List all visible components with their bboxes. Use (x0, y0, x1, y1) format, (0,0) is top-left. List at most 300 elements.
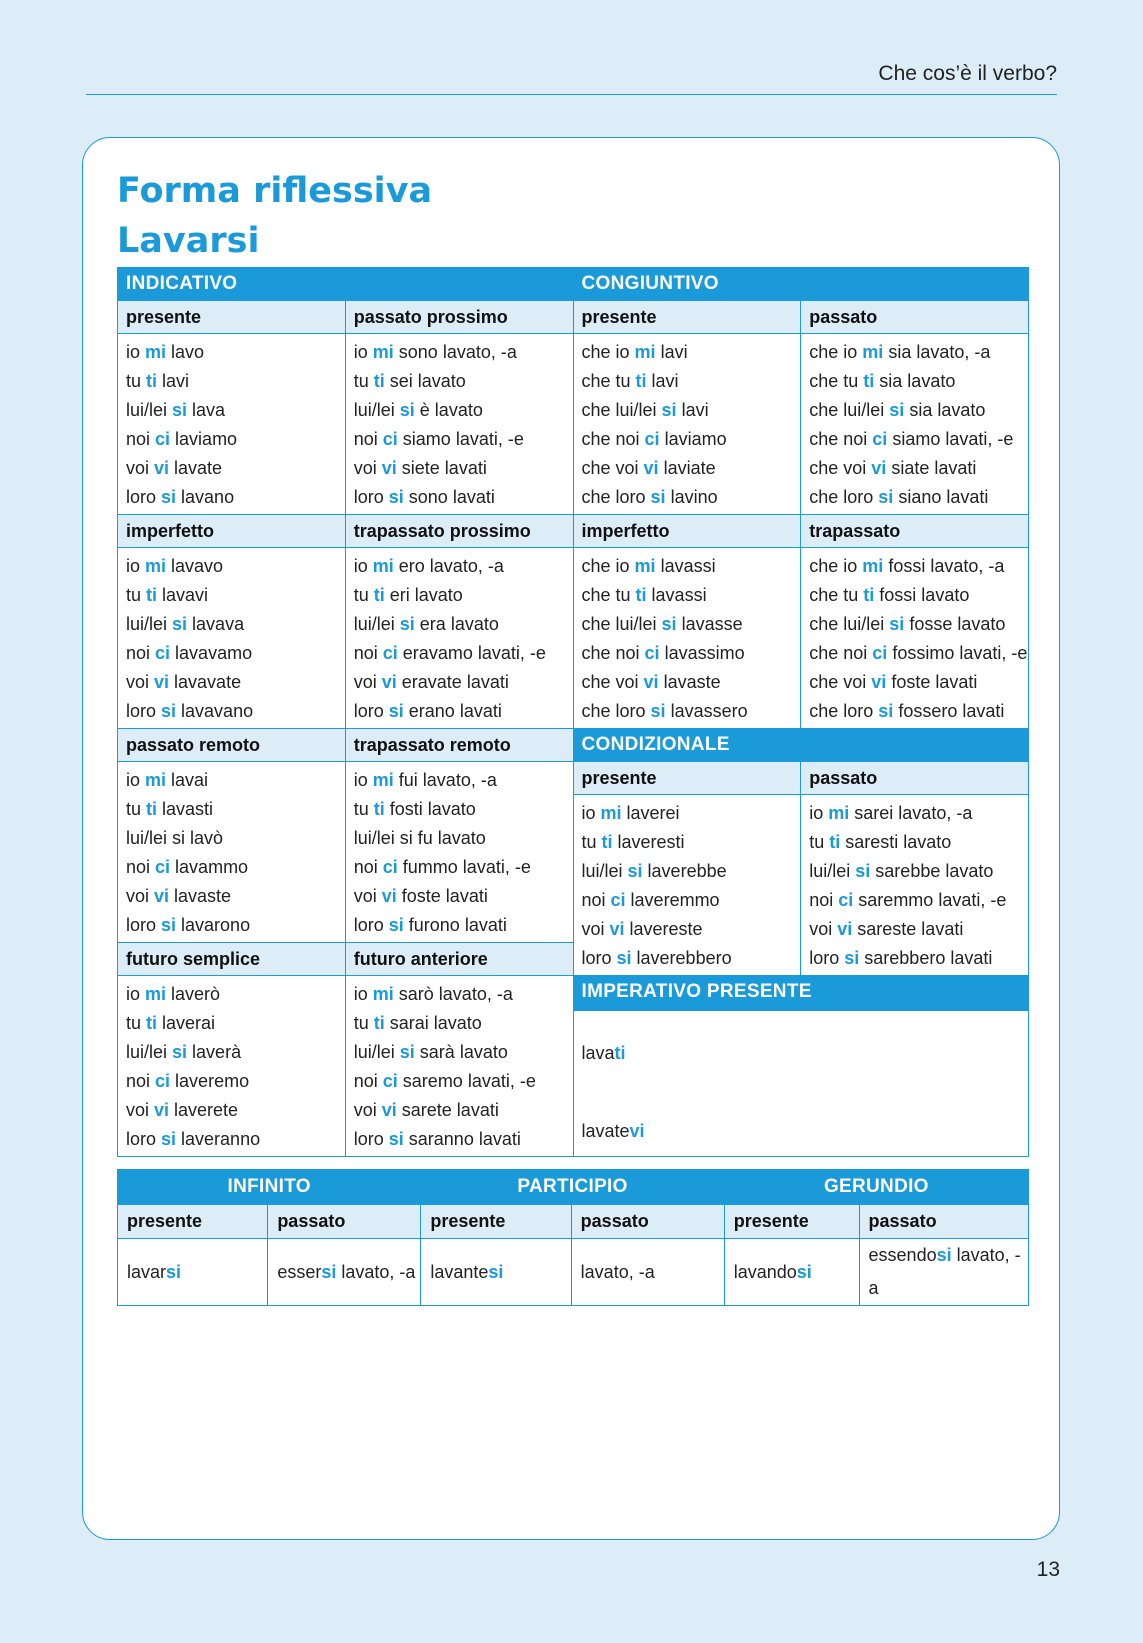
verb-text: lavassi (655, 556, 716, 576)
tense-header: trapassato (801, 515, 1029, 548)
verb-text: noi (353, 857, 383, 877)
nominal-form-value (859, 1239, 1028, 1306)
verb-text: saremmo lavati, -e (853, 890, 1007, 910)
verb-text: voi (126, 1100, 155, 1120)
conjugation-cell (573, 548, 801, 729)
reflexive-pronoun: ci (872, 643, 888, 663)
conjugation-line (582, 610, 801, 639)
conjugation-cell (345, 334, 573, 515)
reflexive-pronoun: si (650, 701, 666, 721)
verb-text: io (126, 556, 146, 576)
reflexive-pronoun: ti (373, 1013, 385, 1033)
conjugation-line (126, 882, 345, 911)
verb-text: che io (581, 556, 635, 576)
reflexive-pronoun: vi (643, 458, 659, 478)
verb-text: che loro (581, 487, 651, 507)
verb-text: lavino (665, 487, 718, 507)
tense-header: presente (118, 1205, 268, 1239)
conjugation-cell (801, 795, 1029, 976)
reflexive-pronoun: ti (146, 1013, 158, 1033)
page-subtitle: Lavarsi (117, 221, 260, 261)
reflexive-pronoun: si (166, 1261, 182, 1282)
verb-text: laverebbero (631, 948, 732, 968)
verb-text: che loro (809, 487, 879, 507)
verb-text: loro (126, 915, 162, 935)
conjugation-line (354, 1009, 573, 1038)
verb-text: tu (353, 371, 374, 391)
imperativo-item (582, 1043, 626, 1064)
reflexive-pronoun: vi (871, 458, 887, 478)
verb-text: sono lavati (403, 487, 495, 507)
verb-text: lavato, -a (580, 1261, 655, 1282)
conjugation-line (809, 828, 1028, 857)
reflexive-pronoun: si (661, 400, 677, 420)
reflexive-pronoun: ti (146, 371, 158, 391)
reflexive-pronoun: mi (372, 770, 394, 790)
verb-text: tu (581, 832, 602, 852)
reflexive-pronoun: si (889, 400, 905, 420)
conjugation-cell (573, 334, 801, 515)
conjugation-line (126, 1096, 345, 1125)
reflexive-pronoun: si (172, 1042, 188, 1062)
section-gerundio: GERUNDIO (724, 1170, 1028, 1205)
reflexive-pronoun: si (878, 701, 894, 721)
conjugation-line (354, 552, 573, 581)
conjugation-line (582, 944, 801, 973)
conjugation-line (809, 639, 1028, 668)
nominal-forms-table (117, 1169, 1029, 1306)
verb-text: laviate (658, 458, 716, 478)
conjugation-line (354, 853, 573, 882)
nominal-form-value (421, 1239, 571, 1306)
verb-text: eravamo lavati, -e (397, 643, 546, 663)
header-rule (86, 94, 1057, 95)
verb-text: lavi (655, 342, 688, 362)
verb-text: che noi (809, 429, 873, 449)
conjugation-line (582, 425, 801, 454)
reflexive-pronoun: si (661, 614, 677, 634)
verb-text: lui/lei (353, 400, 400, 420)
section-indicativo: INDICATIVO (118, 268, 574, 301)
verb-text: laveranno (176, 1129, 261, 1149)
verb-text: lavi (157, 371, 190, 391)
verb-text: lavassimo (659, 643, 745, 663)
verb-text: è lavato (414, 400, 483, 420)
verb-text: laverò (166, 984, 221, 1004)
conjugation-line (809, 483, 1028, 512)
conjugation-cell (345, 976, 573, 1157)
conjugation-line (809, 454, 1028, 483)
conjugation-line (126, 697, 345, 726)
verb-text: lui/lei (581, 861, 628, 881)
conjugation-line (582, 367, 801, 396)
verb-text: io (809, 803, 829, 823)
verb-text: io (581, 803, 601, 823)
reflexive-pronoun: si (878, 487, 894, 507)
verb-text: lui/lei (126, 614, 173, 634)
reflexive-pronoun: si (616, 948, 632, 968)
verb-text: che voi (809, 672, 872, 692)
verb-text: lavando (733, 1261, 797, 1282)
verb-text: lava (581, 1042, 615, 1063)
conjugation-line (354, 483, 573, 512)
conjugation-cell (801, 548, 1029, 729)
tense-header: futuro semplice (118, 943, 346, 976)
verb-text: lui/lei (353, 614, 400, 634)
verb-text: siano lavati (893, 487, 989, 507)
verb-text: laverete (169, 1100, 239, 1120)
conjugation-line (126, 668, 345, 697)
reflexive-pronoun: ci (872, 429, 888, 449)
verb-text: laverebbe (642, 861, 727, 881)
verb-text: era lavato (414, 614, 499, 634)
conjugation-line (354, 668, 573, 697)
conjugation-line (582, 828, 801, 857)
verb-text: sarò lavato, -a (393, 984, 513, 1004)
conjugation-line (354, 425, 573, 454)
verb-text: che noi (809, 643, 873, 663)
reflexive-pronoun: ci (382, 857, 398, 877)
verb-text: siamo lavati, -e (397, 429, 524, 449)
verb-text: lavo (166, 342, 205, 362)
verb-text: eri lavato (384, 585, 463, 605)
verb-text: noi (353, 429, 383, 449)
verb-text: lui/lei si lavò (126, 828, 224, 848)
verb-text: lavate (581, 1120, 630, 1141)
reflexive-pronoun: vi (154, 886, 170, 906)
conjugation-line (582, 857, 801, 886)
verb-text: voi (353, 458, 382, 478)
conjugation-line (126, 483, 345, 512)
verb-text: lavavi (157, 585, 209, 605)
verb-text: laviamo (170, 429, 238, 449)
verb-text: io (353, 342, 373, 362)
conjugation-line (126, 853, 345, 882)
tense-header: trapassato remoto (345, 729, 573, 762)
verb-text: noi (353, 1071, 383, 1091)
verb-text: sia lavato (874, 371, 956, 391)
reflexive-pronoun: ti (635, 371, 647, 391)
reflexive-pronoun: ti (614, 1042, 626, 1063)
conjugation-line (809, 338, 1028, 367)
verb-text: tu (126, 1013, 147, 1033)
conjugation-line (582, 454, 801, 483)
verb-text: che tu (581, 371, 636, 391)
tense-header: passato (571, 1205, 724, 1239)
verb-text: sia lavato (904, 400, 986, 420)
verb-text: tu (126, 371, 147, 391)
verb-text: noi (353, 643, 383, 663)
verb-text: voi (353, 1100, 382, 1120)
conjugation-line (809, 552, 1028, 581)
verb-text: voi (581, 919, 610, 939)
verb-text: lavarono (176, 915, 251, 935)
verb-text: voi (809, 919, 838, 939)
conjugation-line (126, 396, 345, 425)
conjugation-cell (118, 762, 346, 943)
reflexive-pronoun: vi (629, 1120, 645, 1141)
verb-text: ero lavato, -a (393, 556, 504, 576)
reflexive-pronoun: si (399, 400, 415, 420)
reflexive-pronoun: ti (373, 585, 385, 605)
reflexive-pronoun: ti (601, 832, 613, 852)
section-imperativo: IMPERATIVO PRESENTE (573, 976, 1029, 1011)
tense-header: passato (801, 762, 1029, 795)
reflexive-pronoun: mi (372, 556, 394, 576)
conjugation-line (354, 766, 573, 795)
verb-text: sia lavato, -a (883, 342, 991, 362)
conjugation-line (809, 396, 1028, 425)
verb-text: che voi (809, 458, 872, 478)
verb-text: furono lavati (403, 915, 507, 935)
reflexive-pronoun: si (161, 487, 177, 507)
conjugation-line (809, 944, 1028, 973)
reflexive-pronoun: mi (634, 342, 656, 362)
verb-text: lava (187, 400, 226, 420)
conjugation-line (354, 1125, 573, 1154)
verb-text: che noi (581, 429, 645, 449)
reflexive-pronoun: ci (155, 429, 171, 449)
verb-text: loro (126, 487, 162, 507)
conjugation-line (354, 396, 573, 425)
verb-text: saremo lavati, -e (397, 1071, 536, 1091)
reflexive-pronoun: mi (372, 984, 394, 1004)
verb-text: sarà lavato (414, 1042, 508, 1062)
verb-text: lui/lei (353, 1042, 400, 1062)
tense-header: futuro anteriore (345, 943, 573, 976)
verb-text: noi (126, 643, 156, 663)
reflexive-pronoun: ci (382, 643, 398, 663)
tense-header: presente (421, 1205, 571, 1239)
reflexive-pronoun: mi (145, 984, 167, 1004)
verb-text: lavar (127, 1261, 167, 1282)
section-congiuntivo: CONGIUNTIVO (573, 268, 1029, 301)
conjugation-line (126, 911, 345, 940)
reflexive-pronoun: ti (829, 832, 841, 852)
verb-text: lavavo (166, 556, 224, 576)
reflexive-pronoun: si (161, 1129, 177, 1149)
conjugation-line (354, 1096, 573, 1125)
conjugation-line (809, 581, 1028, 610)
reflexive-pronoun: vi (609, 919, 625, 939)
reflexive-pronoun: mi (600, 803, 622, 823)
reflexive-pronoun: si (796, 1261, 812, 1282)
conjugation-cell (345, 548, 573, 729)
reflexive-pronoun: si (388, 1129, 404, 1149)
conjugation-line (809, 367, 1028, 396)
verb-text: lavavano (176, 701, 254, 721)
reflexive-pronoun: ci (155, 1071, 171, 1091)
verb-text: saranno lavati (403, 1129, 521, 1149)
verb-text: lavavate (169, 672, 242, 692)
verb-text: essendo (868, 1245, 937, 1265)
conjugation-line (582, 668, 801, 697)
verb-text: io (353, 984, 373, 1004)
verb-text: loro (353, 1129, 389, 1149)
verb-text: lavasti (157, 799, 214, 819)
verb-text: saresti lavato (840, 832, 952, 852)
conjugation-table (117, 267, 1029, 1157)
verb-text: lavano (176, 487, 235, 507)
nominal-form-value (571, 1239, 724, 1306)
conjugation-line (582, 396, 801, 425)
verb-text: fossi lavato (874, 585, 970, 605)
verb-text: voi (126, 672, 155, 692)
verb-text: laverei (621, 803, 680, 823)
reflexive-pronoun: si (488, 1261, 504, 1282)
verb-text: lavi (676, 400, 709, 420)
verb-text: che lui/lei (581, 400, 662, 420)
verb-text: noi (126, 429, 156, 449)
conjugation-line (809, 610, 1028, 639)
conjugation-line (126, 1067, 345, 1096)
reflexive-pronoun: si (399, 614, 415, 634)
reflexive-pronoun: si (388, 487, 404, 507)
tense-header: imperfetto (573, 515, 801, 548)
verb-text: tu (353, 1013, 374, 1033)
verb-text: lavammo (170, 857, 249, 877)
verb-text: voi (126, 886, 155, 906)
verb-text: che voi (581, 458, 644, 478)
reflexive-pronoun: ci (644, 643, 660, 663)
verb-text: che voi (581, 672, 644, 692)
conjugation-cell (801, 334, 1029, 515)
verb-text: fosse lavato (904, 614, 1006, 634)
verb-text: che lui/lei (809, 400, 890, 420)
conjugation-line (354, 697, 573, 726)
reflexive-pronoun: si (855, 861, 871, 881)
verb-text: lavava (187, 614, 245, 634)
title-block (117, 166, 432, 266)
verb-text: fosti lavato (384, 799, 476, 819)
conjugation-line (354, 795, 573, 824)
tense-header: passato prossimo (345, 301, 573, 334)
reflexive-pronoun: ti (146, 585, 158, 605)
verb-text: laveremo (170, 1071, 250, 1091)
conjugation-line (126, 766, 345, 795)
conjugation-cell (118, 334, 346, 515)
verb-text: sarei lavato, -a (849, 803, 973, 823)
conjugation-line (582, 915, 801, 944)
verb-text: laverai (157, 1013, 216, 1033)
verb-text: loro (126, 1129, 162, 1149)
verb-text: tu (126, 585, 147, 605)
reflexive-pronoun: ci (382, 429, 398, 449)
verb-text: voi (126, 458, 155, 478)
verb-text: noi (126, 1071, 156, 1091)
verb-text: lavate (169, 458, 223, 478)
verb-text: eravate lavati (396, 672, 509, 692)
conjugation-line (809, 857, 1028, 886)
running-head: Che cos’è il verbo? (878, 62, 1057, 85)
verb-text: io (126, 770, 146, 790)
page-title: Forma riflessiva (117, 171, 433, 211)
reflexive-pronoun: vi (381, 672, 397, 692)
reflexive-pronoun: mi (862, 342, 884, 362)
verb-text: noi (126, 857, 156, 877)
verb-text: sei lavato (384, 371, 466, 391)
conjugation-line (582, 483, 801, 512)
verb-text: che loro (809, 701, 879, 721)
reflexive-pronoun: ti (373, 799, 385, 819)
reflexive-pronoun: ti (863, 585, 875, 605)
verb-text: sarete lavati (396, 1100, 499, 1120)
verb-text: lui/lei (809, 861, 856, 881)
tense-header: passato remoto (118, 729, 346, 762)
reflexive-pronoun: vi (837, 919, 853, 939)
reflexive-pronoun: mi (145, 556, 167, 576)
verb-text: laviamo (659, 429, 727, 449)
reflexive-pronoun: si (627, 861, 643, 881)
conjugation-line (809, 425, 1028, 454)
conjugation-line (126, 1038, 345, 1067)
conjugation-line (354, 824, 573, 853)
reflexive-pronoun: ti (146, 799, 158, 819)
conjugation-line (126, 367, 345, 396)
tense-header: presente (573, 762, 801, 795)
conjugation-line (126, 581, 345, 610)
verb-text: che lui/lei (581, 614, 662, 634)
verb-text: erano lavati (403, 701, 502, 721)
conjugation-line (126, 795, 345, 824)
conjugation-line (582, 886, 801, 915)
reflexive-pronoun: ti (635, 585, 647, 605)
conjugation-line (582, 552, 801, 581)
conjugation-line (354, 980, 573, 1009)
verb-text: noi (809, 890, 839, 910)
verb-text: che lui/lei (809, 614, 890, 634)
reflexive-pronoun: si (844, 948, 860, 968)
reflexive-pronoun: vi (381, 1100, 397, 1120)
conjugation-line (354, 454, 573, 483)
reflexive-pronoun: ci (610, 890, 626, 910)
conjugation-line (126, 980, 345, 1009)
tense-header: presente (118, 301, 346, 334)
conjugation-line (354, 911, 573, 940)
verb-text: siamo lavati, -e (887, 429, 1014, 449)
reflexive-pronoun: si (936, 1245, 952, 1265)
verb-text: io (126, 984, 146, 1004)
imperativo-item (582, 1121, 645, 1142)
verb-text: fossero lavati (893, 701, 1005, 721)
verb-text: fossimo lavati, -e (887, 643, 1028, 663)
reflexive-pronoun: vi (154, 458, 170, 478)
verb-text: che io (809, 556, 863, 576)
imperativo-cell (573, 1010, 1029, 1156)
verb-text: lui/lei (126, 1042, 173, 1062)
tense-header: imperfetto (118, 515, 346, 548)
verb-text: loro (353, 701, 389, 721)
nominal-form-value (118, 1239, 268, 1306)
verb-text: lavato, -a (336, 1261, 416, 1282)
verb-text: foste lavati (396, 886, 488, 906)
conjugation-line (809, 799, 1028, 828)
reflexive-pronoun: ti (373, 371, 385, 391)
conjugation-line (809, 697, 1028, 726)
reflexive-pronoun: vi (381, 886, 397, 906)
conjugation-line (354, 367, 573, 396)
verb-text: laverà (187, 1042, 242, 1062)
conjugation-line (582, 697, 801, 726)
verb-text: che loro (581, 701, 651, 721)
verb-text: tu (126, 799, 147, 819)
verb-text: fui lavato, -a (393, 770, 497, 790)
conjugation-cell (118, 976, 346, 1157)
verb-text: voi (353, 672, 382, 692)
reflexive-pronoun: mi (862, 556, 884, 576)
verb-text: laveremmo (625, 890, 720, 910)
reflexive-pronoun: si (172, 400, 188, 420)
